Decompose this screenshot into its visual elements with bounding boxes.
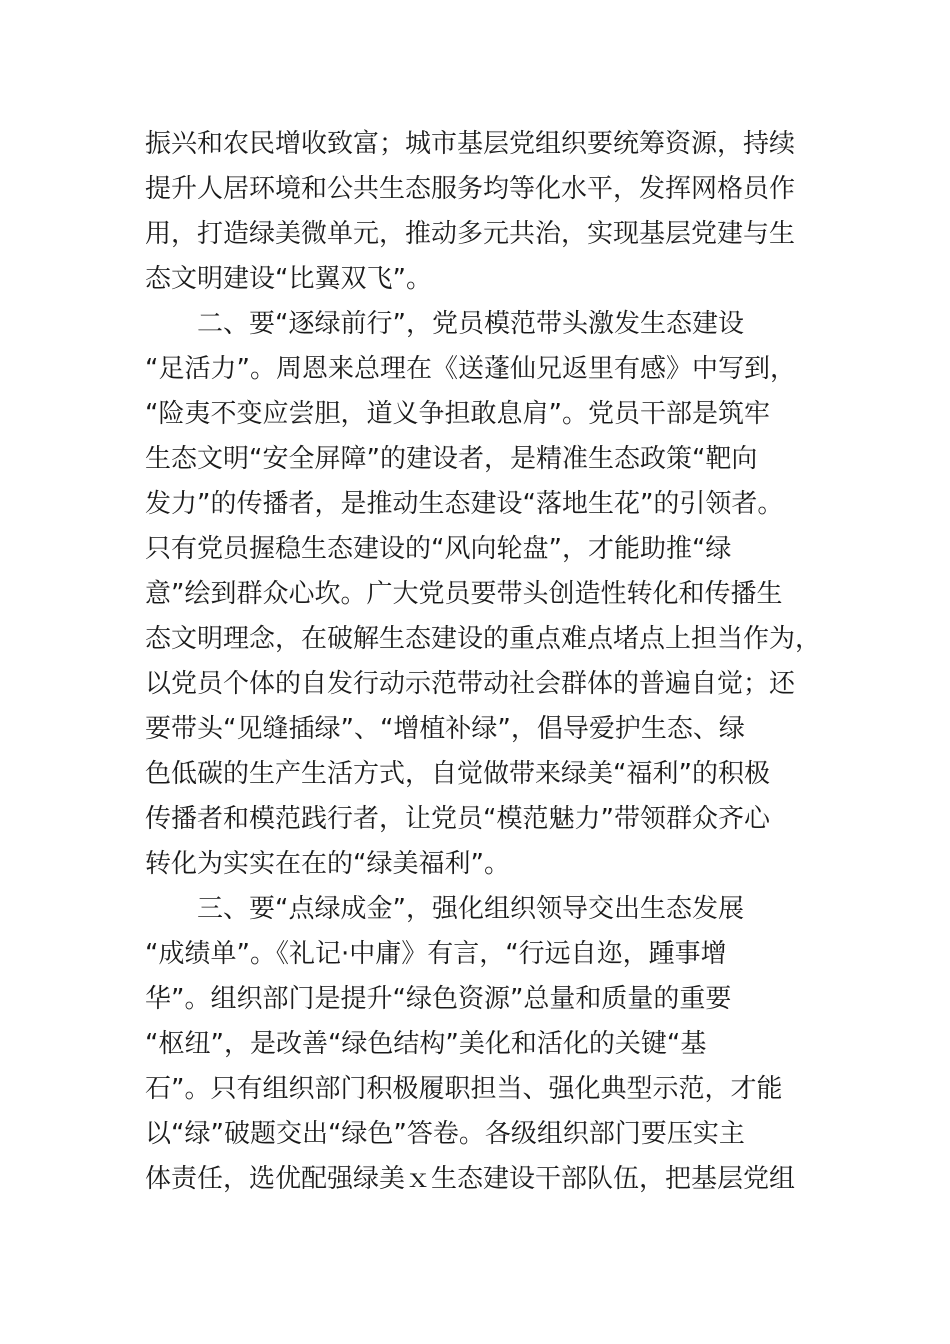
text-line: 华”。组织部门是提升“绿色资源”总量和质量的重要 (145, 984, 732, 1014)
text-line: “足活力”。周恩来总理在《送蓬仙兄返里有感》中写到， (145, 354, 796, 384)
text-line: 振兴和农民增收致富；城市基层党组织要统筹资源，持续 (145, 129, 796, 159)
text-line: “险夷不变应尝胆，道义争担敢息肩”。党员干部是筑牢 (145, 399, 770, 429)
section-heading-line: 二、要“逐绿前行”，党员模范带头激发生态建设 (197, 309, 744, 339)
section-heading-line: 三、要“点绿成金”，强化组织领导交出生态发展 (197, 894, 744, 924)
text-line: 生态文明“安全屏障”的建设者，是精准生态政策“靶向 (145, 444, 758, 474)
text-line: 色低碳的生产生活方式，自觉做带来绿美“福利”的积极 (145, 759, 770, 789)
text-line: 发力”的传播者，是推动生态建设“落地生花”的引领者。 (145, 489, 784, 519)
text-line: 石”。只有组织部门积极履职担当、强化典型示范，才能 (145, 1074, 783, 1104)
text-line: 要带头“见缝插绿”、“增植补绿”，倡导爱护生态、绿 (145, 714, 745, 744)
text-line: 态文明建设“比翼双飞”。 (145, 264, 432, 294)
text-line: 只有党员握稳生态建设的“风向轮盘”，才能助推“绿 (145, 534, 732, 564)
body-text (145, 122, 822, 1202)
text-line: 以“绿”破题交出“绿色”答卷。各级组织部门要压实主 (145, 1119, 745, 1149)
text-line: “成绩单”。《礼记·中庸》有言，“行远自迩，踵事增 (145, 939, 727, 969)
text-line: 传播者和模范践行者，让党员“模范魅力”带领群众齐心 (145, 804, 770, 834)
text-line: 用，打造绿美微单元，推动多元共治，实现基层党建与生 (145, 219, 796, 249)
text-line: 提升人居环境和公共生态服务均等化水平，发挥网格员作 (145, 174, 796, 204)
text-line: 态文明理念，在破解生态建设的重点难点堵点上担当作为， (145, 624, 822, 654)
text-line: 体责任，选优配强绿美ｘ生态建设干部队伍，把基层党组 (145, 1164, 796, 1194)
text-line: “枢纽”，是改善“绿色结构”美化和活化的关键“基 (145, 1029, 707, 1059)
text-line: 以党员个体的自发行动示范带动社会群体的普遍自觉；还 (145, 669, 796, 699)
text-line: 转化为实实在在的“绿美福利”。 (145, 849, 510, 879)
text-line: 意”绘到群众心坎。广大党员要带头创造性转化和传播生 (145, 579, 783, 609)
